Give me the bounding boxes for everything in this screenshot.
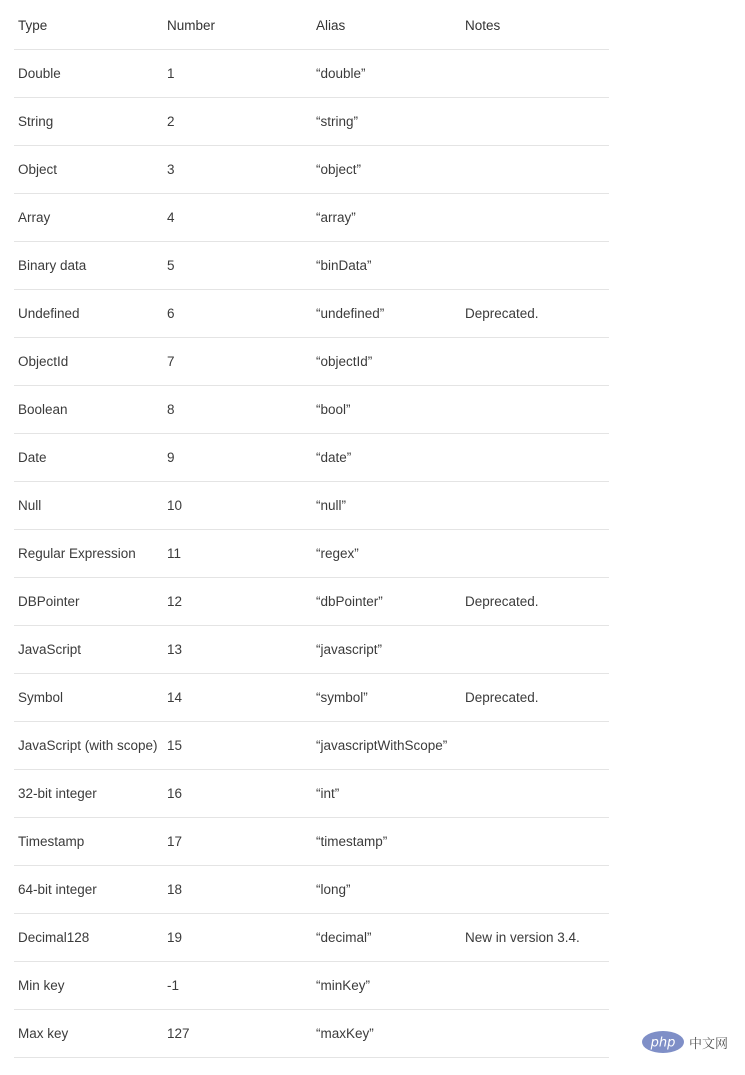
- table-row: [14, 722, 609, 770]
- cell-alias: “null”: [312, 482, 461, 530]
- table-row: [14, 962, 609, 1010]
- cell-type: Date: [14, 434, 163, 482]
- header-number: Number: [163, 2, 312, 50]
- cell-alias: “dbPointer”: [312, 578, 461, 626]
- cell-notes: [461, 194, 609, 242]
- table-row: [14, 770, 609, 818]
- cell-number: 13: [163, 626, 312, 674]
- cell-type: String: [14, 98, 163, 146]
- cell-notes: [461, 626, 609, 674]
- cell-notes: Deprecated.: [461, 674, 609, 722]
- header-type: Type: [14, 2, 163, 50]
- cell-number: 127: [163, 1010, 312, 1058]
- cell-type: 64-bit integer: [14, 866, 163, 914]
- cell-number: 7: [163, 338, 312, 386]
- table-row: [14, 914, 609, 962]
- cell-alias: “maxKey”: [312, 1010, 461, 1058]
- cell-type: Array: [14, 194, 163, 242]
- cell-type: Min key: [14, 962, 163, 1010]
- cell-notes: [461, 482, 609, 530]
- php-logo-text: php: [650, 1035, 676, 1051]
- header-notes: Notes: [461, 2, 609, 50]
- cell-type: Undefined: [14, 290, 163, 338]
- cell-type: DBPointer: [14, 578, 163, 626]
- table-row: [14, 50, 609, 98]
- cell-alias: “object”: [312, 146, 461, 194]
- cell-notes: [461, 98, 609, 146]
- cell-alias: “undefined”: [312, 290, 461, 338]
- table-row: [14, 290, 609, 338]
- cell-notes: [461, 818, 609, 866]
- cell-type: Max key: [14, 1010, 163, 1058]
- php-cn-watermark: [641, 1030, 728, 1054]
- cell-alias: “minKey”: [312, 962, 461, 1010]
- cell-number: 12: [163, 578, 312, 626]
- table-row: [14, 434, 609, 482]
- cell-notes: [461, 530, 609, 578]
- cell-number: 8: [163, 386, 312, 434]
- table-row: [14, 194, 609, 242]
- cell-number: 5: [163, 242, 312, 290]
- cell-alias: “timestamp”: [312, 818, 461, 866]
- cell-alias: “regex”: [312, 530, 461, 578]
- cell-number: 14: [163, 674, 312, 722]
- cell-alias: “double”: [312, 50, 461, 98]
- cell-number: 3: [163, 146, 312, 194]
- table-body: [14, 50, 609, 1058]
- cell-notes: Deprecated.: [461, 290, 609, 338]
- bson-types-table: [14, 2, 609, 1058]
- cell-alias: “bool”: [312, 386, 461, 434]
- cell-number: 6: [163, 290, 312, 338]
- cell-number: 18: [163, 866, 312, 914]
- cell-notes: [461, 962, 609, 1010]
- php-logo-icon: [641, 1030, 685, 1054]
- cell-number: 16: [163, 770, 312, 818]
- cell-type: Binary data: [14, 242, 163, 290]
- table-row: [14, 818, 609, 866]
- cell-type: Boolean: [14, 386, 163, 434]
- cell-alias: “date”: [312, 434, 461, 482]
- table-row: [14, 1010, 609, 1058]
- table-header-row: [14, 2, 609, 50]
- table-row: [14, 530, 609, 578]
- cell-type: Null: [14, 482, 163, 530]
- table-row: [14, 626, 609, 674]
- cell-notes: [461, 242, 609, 290]
- cell-notes: New in version 3.4.: [461, 914, 609, 962]
- cell-alias: “long”: [312, 866, 461, 914]
- cell-type: Regular Expression: [14, 530, 163, 578]
- cell-notes: [461, 866, 609, 914]
- table-row: [14, 242, 609, 290]
- cell-alias: “decimal”: [312, 914, 461, 962]
- cell-type: 32-bit integer: [14, 770, 163, 818]
- cell-type: ObjectId: [14, 338, 163, 386]
- cell-notes: [461, 146, 609, 194]
- cell-alias: “symbol”: [312, 674, 461, 722]
- table-row: [14, 674, 609, 722]
- cell-alias: “javascript”: [312, 626, 461, 674]
- cell-notes: [461, 50, 609, 98]
- cell-alias: “objectId”: [312, 338, 461, 386]
- cell-number: 15: [163, 722, 312, 770]
- cell-number: 19: [163, 914, 312, 962]
- table-row: [14, 578, 609, 626]
- cell-notes: [461, 722, 609, 770]
- cell-alias: “string”: [312, 98, 461, 146]
- cell-notes: [461, 1010, 609, 1058]
- cell-type: Timestamp: [14, 818, 163, 866]
- cell-number: -1: [163, 962, 312, 1010]
- table-row: [14, 338, 609, 386]
- cell-type: JavaScript (with scope): [14, 722, 163, 770]
- cell-notes: [461, 386, 609, 434]
- cell-type: Double: [14, 50, 163, 98]
- cell-type: Decimal128: [14, 914, 163, 962]
- cell-alias: “int”: [312, 770, 461, 818]
- table-row: [14, 98, 609, 146]
- cell-notes: [461, 770, 609, 818]
- cell-type: Symbol: [14, 674, 163, 722]
- cell-alias: “array”: [312, 194, 461, 242]
- table-row: [14, 386, 609, 434]
- table-row: [14, 482, 609, 530]
- cell-notes: Deprecated.: [461, 578, 609, 626]
- cell-number: 17: [163, 818, 312, 866]
- cell-notes: [461, 434, 609, 482]
- cell-alias: “javascriptWithScope”: [312, 722, 461, 770]
- watermark-text: 中文网: [689, 1036, 729, 1052]
- cell-number: 1: [163, 50, 312, 98]
- cell-type: JavaScript: [14, 626, 163, 674]
- cell-alias: “binData”: [312, 242, 461, 290]
- cell-number: 2: [163, 98, 312, 146]
- cell-number: 11: [163, 530, 312, 578]
- cell-type: Object: [14, 146, 163, 194]
- cell-number: 9: [163, 434, 312, 482]
- table-row: [14, 866, 609, 914]
- table-row: [14, 146, 609, 194]
- header-alias: Alias: [312, 2, 461, 50]
- cell-number: 4: [163, 194, 312, 242]
- cell-number: 10: [163, 482, 312, 530]
- cell-notes: [461, 338, 609, 386]
